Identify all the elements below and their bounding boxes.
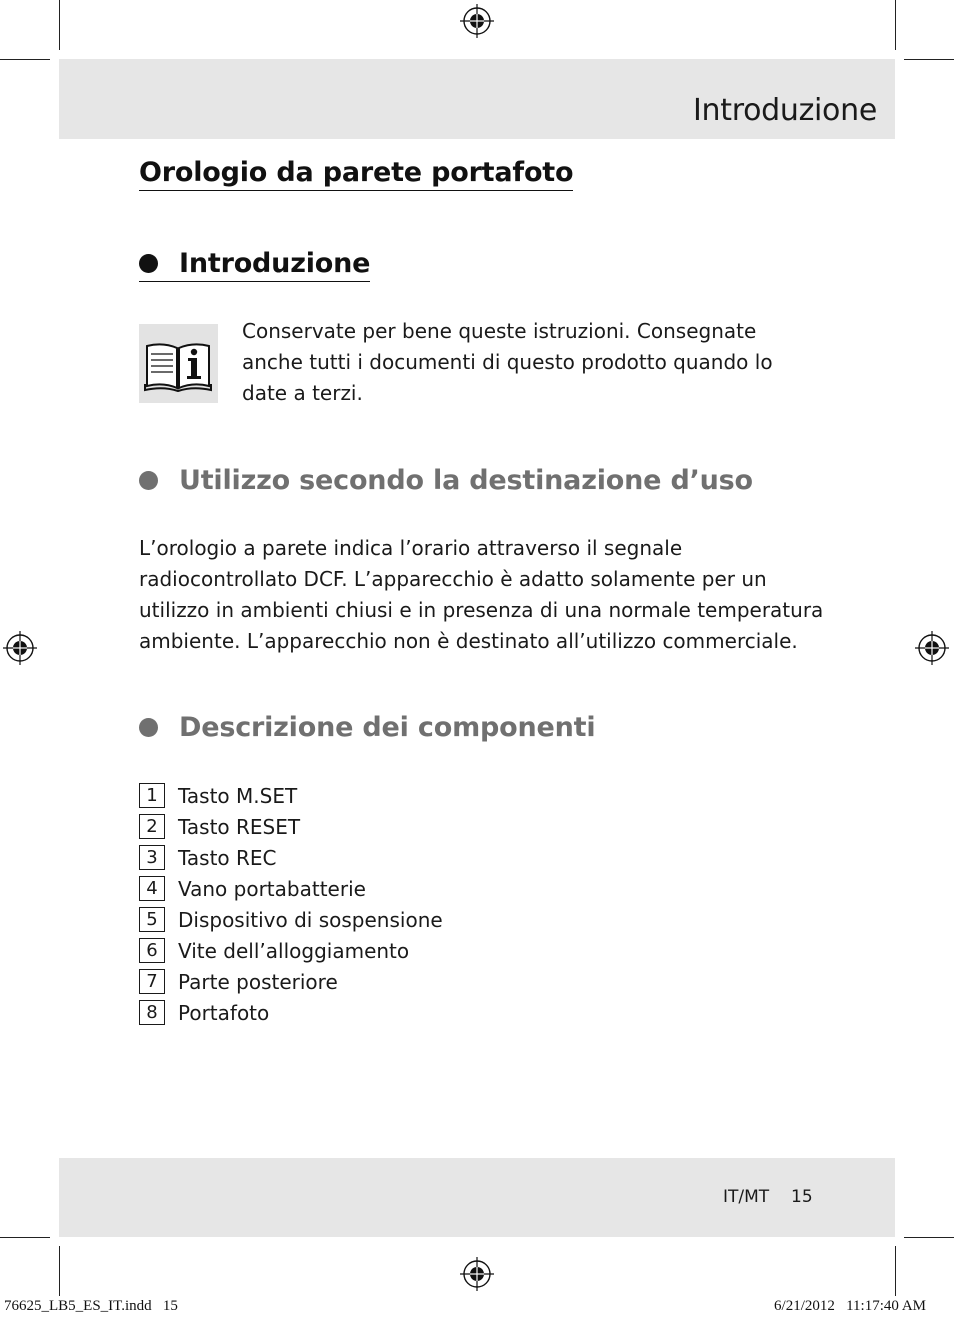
registration-mark-icon [460, 1257, 494, 1291]
components-list [139, 780, 443, 1028]
running-title: Introduzione [692, 93, 877, 128]
page-title: Orologio da parete portafoto [139, 157, 573, 191]
component-label: Tasto RESET [178, 814, 301, 839]
component-number: 3 [139, 845, 165, 870]
registration-mark-icon [3, 631, 37, 665]
registration-mark-icon [915, 631, 949, 665]
section-heading-label: Utilizzo secondo la destinazione d’uso [179, 465, 753, 496]
crop-mark [59, 1246, 60, 1296]
section-heading-utilizzo [139, 465, 753, 496]
component-number: 6 [139, 938, 165, 963]
crop-mark [0, 1237, 50, 1238]
list-item [139, 842, 443, 873]
list-item [139, 873, 443, 904]
component-label: Dispositivo di sospensione [178, 907, 443, 932]
crop-mark [59, 0, 60, 50]
bullet-icon [139, 718, 158, 737]
component-number: 5 [139, 907, 165, 932]
section-heading-descrizione [139, 712, 595, 743]
list-item [139, 811, 443, 842]
crop-mark [895, 1246, 896, 1296]
component-label: Tasto REC [178, 845, 277, 870]
footer-language: IT/MT [723, 1187, 770, 1207]
intro-text: Conservate per bene queste istruzioni. Consegnate anche tutti i documenti di questo prodotto quando lo date a terzi. [242, 319, 773, 405]
crop-mark [0, 59, 50, 60]
component-number: 4 [139, 876, 165, 901]
info-book-icon [139, 324, 218, 403]
section-heading-introduzione [139, 248, 370, 282]
utilizzo-text: L’orologio a parete indica l’orario attraverso il segnale radiocontrollato DCF. L’apparecchio è adatto solamente per un utilizzo in ambienti chiusi e in presenza di una normale temperatura ambiente. L’apparecchio non è destinato all’utilizzo commerciale. [139, 536, 824, 653]
footer-band [59, 1158, 895, 1237]
component-number: 7 [139, 969, 165, 994]
list-item [139, 904, 443, 935]
list-item [139, 997, 443, 1028]
component-number: 2 [139, 814, 165, 839]
component-label: Portafoto [178, 1000, 270, 1025]
component-label: Vite dell’alloggiamento [178, 938, 410, 963]
component-number: 8 [139, 1000, 165, 1025]
bullet-icon [139, 471, 158, 490]
page-number: 15 [791, 1187, 813, 1207]
component-label: Tasto M.SET [178, 783, 298, 808]
slug-filename: 76625_LB5_ES_IT.indd 15 [4, 1298, 178, 1314]
list-item [139, 780, 443, 811]
crop-mark [904, 1237, 954, 1238]
bullet-icon [139, 254, 158, 273]
list-item [139, 935, 443, 966]
list-item [139, 966, 443, 997]
section-heading-label: Introduzione [179, 248, 371, 279]
section-heading-label: Descrizione dei componenti [179, 712, 596, 743]
crop-mark [895, 0, 896, 50]
slug-timestamp: 6/21/2012 11:17:40 AM [774, 1298, 926, 1314]
component-label: Parte posteriore [178, 969, 338, 994]
component-number: 1 [139, 783, 165, 808]
registration-mark-icon [460, 4, 494, 38]
component-label: Vano portabatterie [178, 876, 366, 901]
crop-mark [904, 59, 954, 60]
